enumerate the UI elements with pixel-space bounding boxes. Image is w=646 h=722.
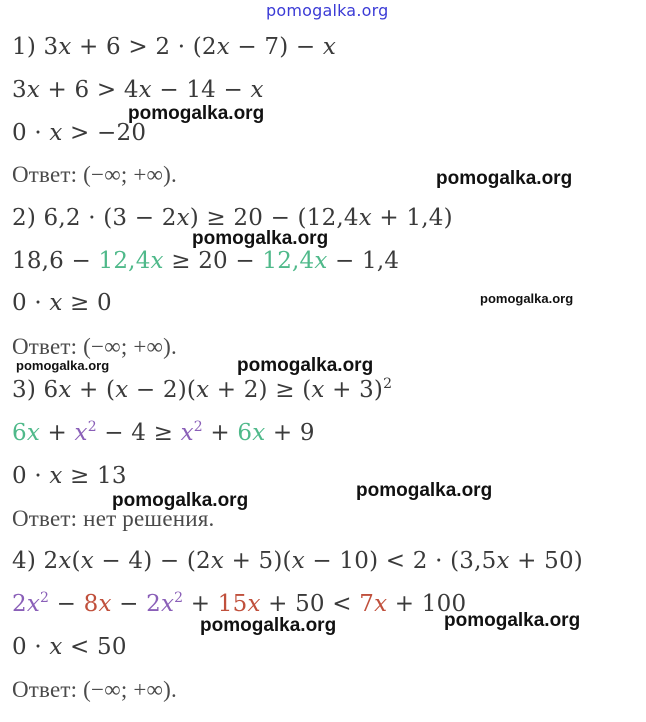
- math-text: − 10) < 2 · (3,5: [304, 548, 497, 574]
- watermark-label: pomogalka.org: [112, 490, 249, 511]
- math-text: −: [111, 591, 147, 617]
- math-text: + (: [71, 377, 116, 403]
- math-text: 12,4: [262, 248, 315, 274]
- watermark-label: pomogalka.org: [128, 103, 265, 124]
- math-text: 0 ·: [12, 290, 50, 316]
- math-text: + 50 <: [260, 591, 360, 617]
- variable: x: [252, 420, 266, 446]
- math-text: − 4) − (2: [93, 548, 211, 574]
- variable: x: [58, 34, 72, 60]
- watermark-top: pomogalka.org: [266, 1, 389, 20]
- math-text: < 50: [62, 634, 127, 660]
- math-text: − 1,4: [327, 248, 400, 274]
- variable: x: [26, 77, 41, 103]
- math-text: + 1,4): [371, 205, 453, 231]
- problem-1-line-3: [12, 118, 146, 148]
- variable: x: [49, 463, 63, 489]
- exponent: 2: [87, 419, 97, 435]
- variable: x: [150, 248, 164, 274]
- math-text: + 6 > 2 · (2: [71, 34, 217, 60]
- math-text: ≥ 20 −: [163, 248, 263, 274]
- variable: x: [247, 591, 261, 617]
- problem-4-line-1: [12, 546, 583, 576]
- math-text: − 7) −: [229, 34, 323, 60]
- math-text: 1) 3: [12, 34, 59, 60]
- problem-3-line-2: [12, 418, 315, 448]
- math-text: +: [183, 591, 218, 617]
- math-text: 12,4: [98, 248, 151, 274]
- math-text: 6: [12, 420, 27, 446]
- math-text: 2: [146, 591, 161, 617]
- math-text: > −20: [62, 120, 147, 146]
- variable: x: [160, 591, 175, 617]
- math-text: 8: [83, 591, 99, 617]
- math-text: + 50): [509, 548, 583, 574]
- watermark-label: pomogalka.org: [480, 291, 574, 306]
- variable: x: [26, 591, 41, 617]
- variable: x: [74, 420, 88, 446]
- math-text: 15: [217, 591, 248, 617]
- math-text: 4) 2: [12, 548, 59, 574]
- watermark-label: pomogalka.org: [192, 228, 329, 249]
- math-text: 0 ·: [12, 634, 50, 660]
- problem-1-line-2: [12, 75, 264, 105]
- problem-1-line-1: [12, 32, 336, 62]
- variable: x: [358, 205, 372, 231]
- variable: x: [374, 591, 388, 617]
- math-text: − 14 −: [151, 77, 251, 103]
- math-text: 3) 6: [12, 377, 59, 403]
- math-text: 7: [359, 591, 375, 617]
- math-text: + 9: [265, 420, 315, 446]
- math-text: (: [71, 548, 81, 574]
- variable: x: [98, 591, 112, 617]
- variable: x: [80, 548, 94, 574]
- watermark-label: pomogalka.org: [237, 355, 374, 376]
- variable: x: [115, 377, 129, 403]
- math-text: +: [40, 420, 75, 446]
- math-text: ) ≥ 20 − (12,4: [189, 205, 359, 231]
- variable: x: [314, 248, 328, 274]
- math-text: − 4 ≥: [96, 420, 181, 446]
- watermark-label: pomogalka.org: [200, 615, 337, 636]
- exponent: 2: [174, 590, 184, 606]
- variable: x: [58, 377, 72, 403]
- exponent: 2: [193, 419, 203, 435]
- watermark-label: pomogalka.org: [16, 358, 110, 373]
- variable: x: [322, 34, 337, 60]
- math-text: 2) 6,2 · (3 − 2: [12, 205, 177, 231]
- problem-3-line-3: [12, 461, 127, 491]
- math-text: + 6 > 4: [40, 77, 139, 103]
- exponent: 2: [40, 590, 50, 606]
- watermark-label: pomogalka.org: [436, 168, 573, 189]
- math-text: 18,6 −: [12, 248, 99, 274]
- math-text: 0 ·: [12, 120, 50, 146]
- variable: x: [138, 77, 152, 103]
- variable: x: [180, 420, 194, 446]
- math-text: − 2)(: [128, 377, 197, 403]
- variable: x: [216, 34, 230, 60]
- math-text: 6: [237, 420, 253, 446]
- math-text: ≥ 0: [62, 290, 112, 316]
- problem-1-answer: Ответ: (−∞; +∞).: [12, 162, 177, 187]
- variable: x: [496, 548, 510, 574]
- problem-3-line-1: [12, 375, 392, 405]
- math-text: 3: [12, 77, 27, 103]
- problem-3-answer: Ответ: нет решения.: [12, 506, 215, 531]
- variable: x: [49, 634, 63, 660]
- variable: x: [176, 205, 190, 231]
- problem-2-line-2: [12, 246, 399, 276]
- math-text: ≥ 13: [62, 463, 127, 489]
- variable: x: [250, 77, 264, 103]
- problem-4-answer: Ответ: (−∞; +∞).: [12, 677, 177, 702]
- problem-2-answer: Ответ: (−∞; +∞).: [12, 334, 177, 359]
- variable: x: [49, 120, 63, 146]
- watermark-label: pomogalka.org: [444, 610, 581, 631]
- exponent: 2: [383, 376, 393, 392]
- math-text: + 2) ≥ (: [209, 377, 312, 403]
- variable: x: [49, 290, 63, 316]
- variable: x: [311, 377, 325, 403]
- math-text: 2: [12, 591, 27, 617]
- variable: x: [210, 548, 225, 574]
- math-text: + 5)(: [224, 548, 292, 574]
- math-text: + 3): [324, 377, 384, 403]
- problem-2-line-3: [12, 288, 112, 318]
- variable: x: [196, 377, 210, 403]
- variable: x: [26, 420, 41, 446]
- math-text: 0 ·: [12, 463, 50, 489]
- math-text: −: [49, 591, 84, 617]
- variable: x: [58, 548, 72, 574]
- variable: x: [291, 548, 305, 574]
- problem-4-line-3: [12, 632, 127, 662]
- math-text: +: [202, 420, 238, 446]
- watermark-label: pomogalka.org: [356, 480, 493, 501]
- math-text: + 100: [387, 591, 467, 617]
